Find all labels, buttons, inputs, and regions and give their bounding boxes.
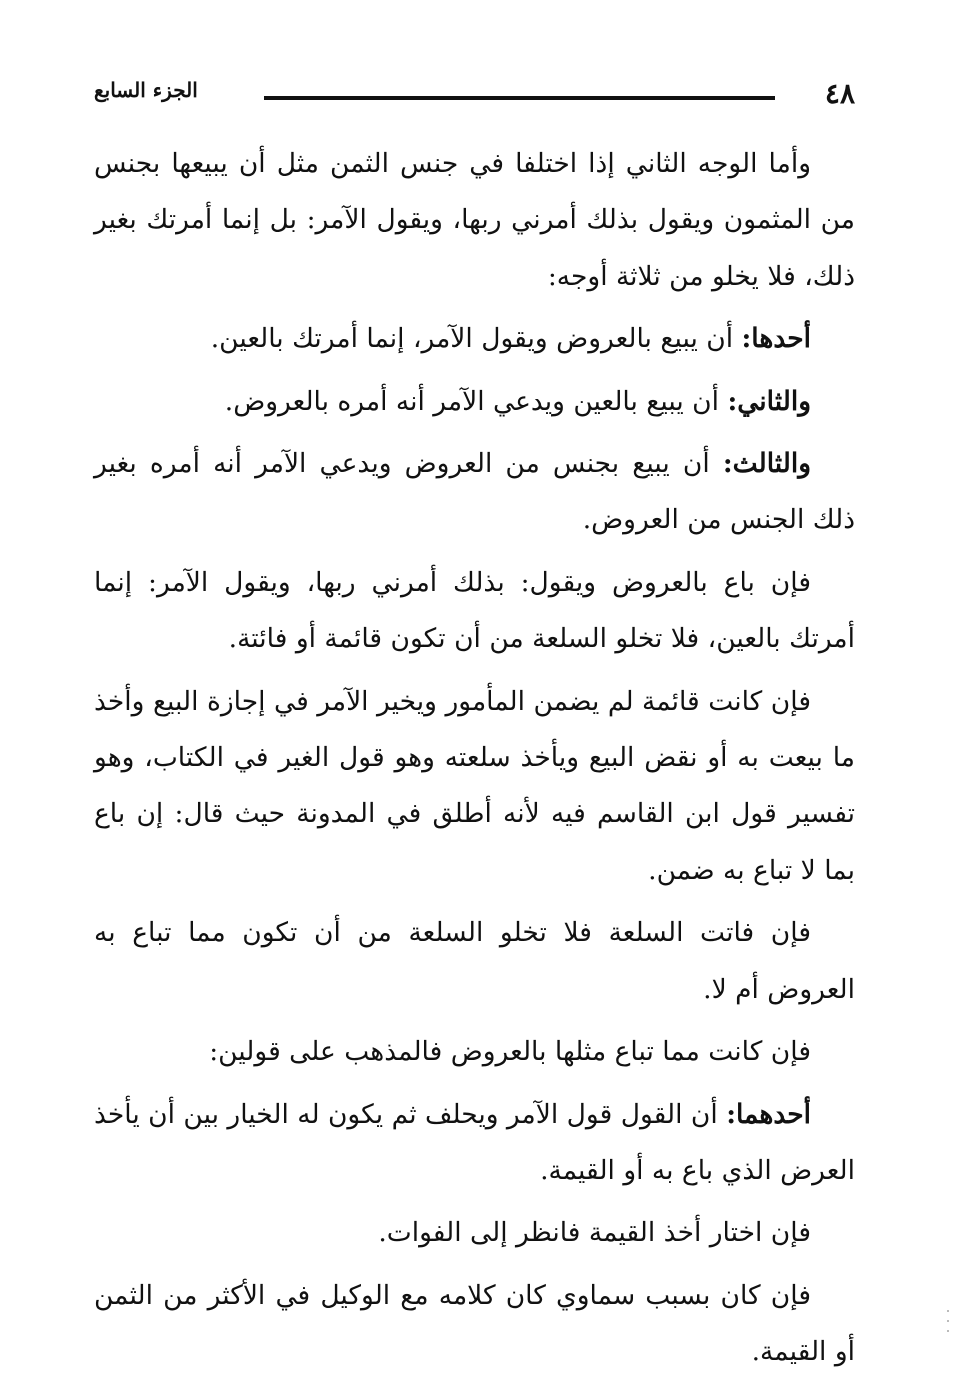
paragraph xyxy=(94,1205,855,1261)
paragraph xyxy=(94,905,855,1018)
scan-speck xyxy=(947,1310,949,1312)
paragraph xyxy=(94,1087,855,1200)
page-number: ٤٨ xyxy=(824,77,855,110)
body-text xyxy=(94,136,855,1387)
paragraph-text: أن يبيع بالعين ويدعي الآمر أنه أمره بالعروض. xyxy=(224,385,728,417)
paragraph xyxy=(94,436,855,549)
paragraph-text: أن القول قول الآمر ويحلف ثم يكون له الخيار بين أن يأخذ العرض الذي باع به أو القيمة. xyxy=(94,1098,855,1186)
paragraph xyxy=(94,311,855,367)
paragraph xyxy=(94,1024,855,1080)
paragraph-lead: أحدهما: xyxy=(726,1098,811,1130)
header-rule xyxy=(264,96,775,100)
paragraph xyxy=(94,1268,855,1381)
paragraph xyxy=(94,136,855,305)
paragraph xyxy=(94,674,855,900)
paragraph xyxy=(94,374,855,430)
paragraph xyxy=(94,555,855,668)
page-header xyxy=(94,72,855,116)
paragraph-text: فإن اختار أخذ القيمة فانظر إلى الفوات. xyxy=(378,1217,811,1249)
paragraph-text: فإن كانت مما تباع مثلها بالعروض فالمذهب على قولين: xyxy=(209,1036,811,1068)
scan-speck xyxy=(947,1320,949,1322)
paragraph-text: فإن كان بسبب سماوي كان كلامه مع الوكيل في الأكثر من الثمن أو القيمة. xyxy=(94,1279,855,1368)
paragraph-text: أن يبيع بالعروض ويقول الآمر، إنما أمرتك بالعين. xyxy=(210,323,742,355)
paragraph-lead: والثالث: xyxy=(722,448,811,480)
running-title: الجزء السابع xyxy=(94,78,198,102)
paragraph-text: فإن باع بالعروض ويقول: بذلك أمرني ربها، ويقول الآمر: إنما أمرتك بالعين، فلا تخلو السلعة من أن تكون قائمة أو فائتة. xyxy=(94,566,855,655)
paragraph-text: فإن كانت قائمة لم يضمن المأمور ويخير الآمر في إجازة البيع وأخذ ما بيعت به أو نقض البيع ويأخذ سلعته وهو قول الغير في الكتاب، وهو تفسير قول ابن القاسم فيه لأنه أطلق في المدونة حيث قال: إن باع بما لا تباع به ضمن. xyxy=(94,685,855,886)
paragraph-text: وأما الوجه الثاني إذا اختلفا في جنس الثمن مثل أن يبيعها بجنس من المثمون ويقول بذلك أمرني ربها، ويقول الآمر: بل إنما أمرتك بغير ذلك، فلا يخلو من ثلاثة أوجه: xyxy=(94,148,855,292)
paragraph-text: فإن فاتت السلعة فلا تخلو السلعة من أن تكون مما تباع به العروض أم لا. xyxy=(94,917,855,1005)
paragraph-text: أن يبيع بجنس من العروض ويدعي الآمر أنه أمره بغير ذلك الجنس من العروض. xyxy=(94,448,855,536)
paragraph-lead: أحدها: xyxy=(741,323,811,355)
scan-speck xyxy=(947,1330,949,1332)
scan-specks xyxy=(945,1310,949,1350)
paragraph-lead: والثاني: xyxy=(727,385,811,417)
